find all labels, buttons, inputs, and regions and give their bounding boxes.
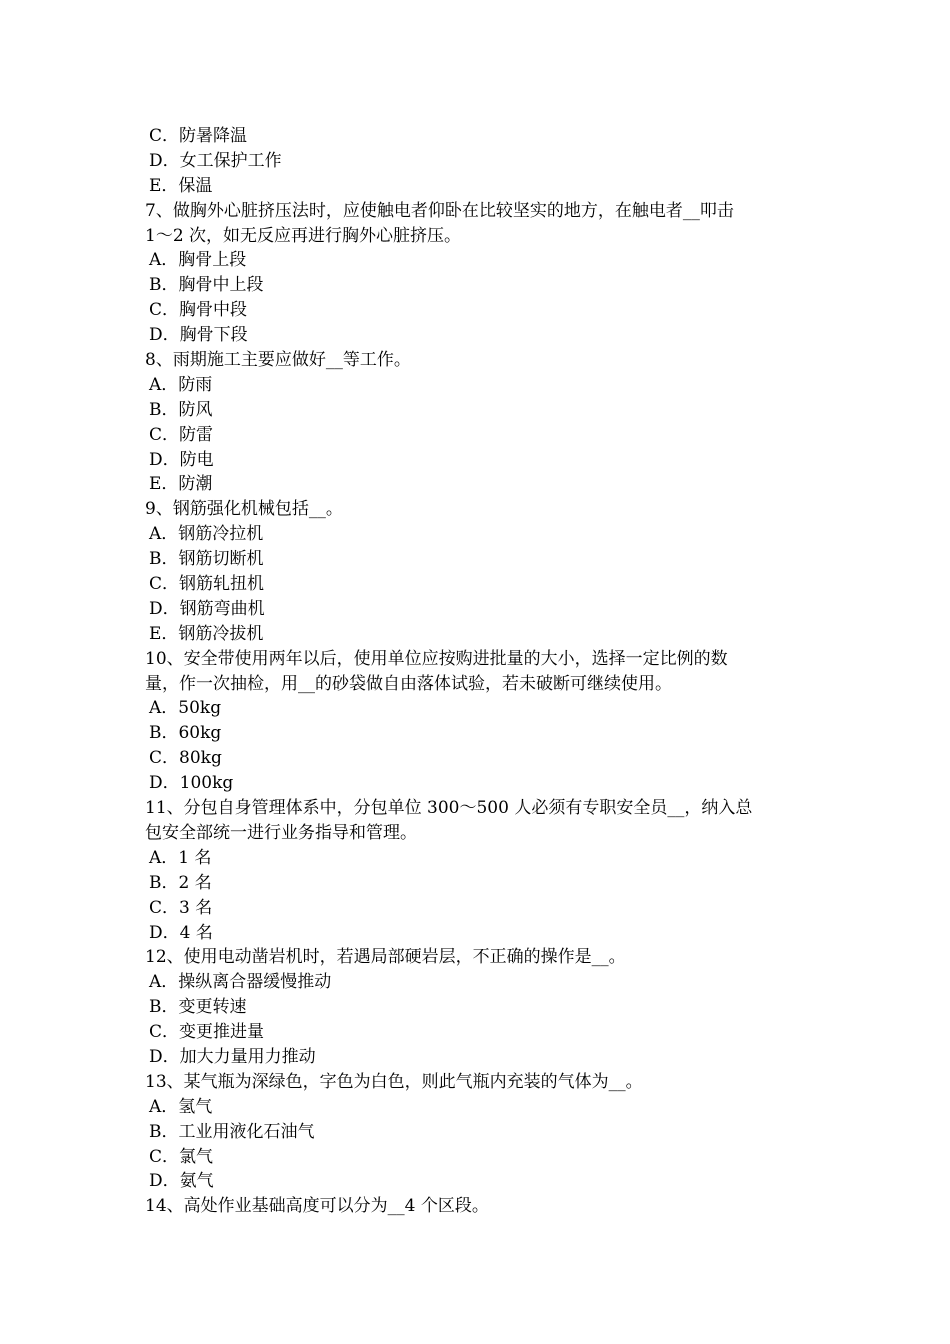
question-text: 7、做胸外心脏挤压法时，应使触电者仰卧在比较坚实的地方，在触电者__叩击: [145, 200, 734, 221]
question-text: 13、某气瓶为深绿色，字色为白色，则此气瓶内充装的气体为__。: [145, 1071, 643, 1092]
question-text: 10、安全带使用两年以后，使用单位应按购进批量的大小，选择一定比例的数: [145, 648, 728, 669]
answer-option: C．80kg: [149, 748, 222, 769]
answer-option: D．胸骨下段: [149, 325, 248, 346]
answer-option: A．钢筋冷拉机: [149, 524, 264, 545]
answer-option: C．胸骨中段: [149, 300, 248, 321]
answer-option: A．胸骨上段: [149, 250, 247, 271]
answer-option: B．60kg: [149, 723, 222, 744]
answer-option: B．防风: [149, 399, 213, 420]
answer-option: A．50kg: [149, 698, 222, 719]
answer-option: E．防潮: [149, 474, 213, 495]
answer-option: A．操纵离合器缓慢推动: [149, 972, 332, 993]
answer-option: E．钢筋冷拔机: [149, 623, 264, 644]
answer-option: D．加大力量用力推动: [149, 1046, 316, 1067]
answer-option: C．3 名: [149, 897, 213, 918]
answer-option: E．保温: [149, 175, 213, 196]
answer-option: C．氯气: [149, 1146, 214, 1167]
answer-option: C．防雷: [149, 424, 214, 445]
answer-option: A．防雨: [149, 374, 213, 395]
answer-option: D．100kg: [149, 773, 234, 794]
question-text: 9、钢筋强化机械包括__。: [145, 499, 343, 520]
question-text: 量，作一次抽检，用__的砂袋做自由落体试验，若未破断可继续使用。: [145, 673, 672, 694]
answer-option: A．氢气: [149, 1096, 213, 1117]
answer-option: D．女工保护工作: [149, 150, 282, 171]
question-text: 12、使用电动凿岩机时，若遇局部硬岩层，不正确的操作是__。: [145, 947, 626, 968]
question-text: 8、雨期施工主要应做好__等工作。: [145, 350, 411, 371]
document-body: [145, 124, 810, 1219]
question-text: 1～2 次，如无反应再进行胸外心脏挤压。: [145, 225, 462, 246]
answer-option: D．4 名: [149, 922, 213, 943]
answer-option: C．防暑降温: [149, 126, 248, 146]
answer-option: B．胸骨中上段: [149, 275, 264, 296]
question-text: 14、高处作业基础高度可以分为__4 个区段。: [145, 1196, 489, 1217]
answer-option: B．工业用液化石油气: [149, 1121, 315, 1142]
question-text: 11、分包自身管理体系中，分包单位 300～500 人必须有专职安全员__，纳入总: [145, 798, 753, 819]
answer-option: D．防电: [149, 449, 214, 470]
answer-option: D．氨气: [149, 1171, 214, 1192]
answer-option: C．变更推进量: [149, 1022, 265, 1043]
answer-option: B．2 名: [149, 872, 212, 893]
answer-option: D．钢筋弯曲机: [149, 598, 265, 619]
question-text: 包安全部统一进行业务指导和管理。: [145, 822, 417, 843]
answer-option: A．1 名: [149, 847, 212, 868]
answer-option: C．钢筋轧扭机: [149, 574, 265, 595]
answer-option: B．变更转速: [149, 997, 247, 1018]
answer-option: B．钢筋切断机: [149, 549, 264, 570]
